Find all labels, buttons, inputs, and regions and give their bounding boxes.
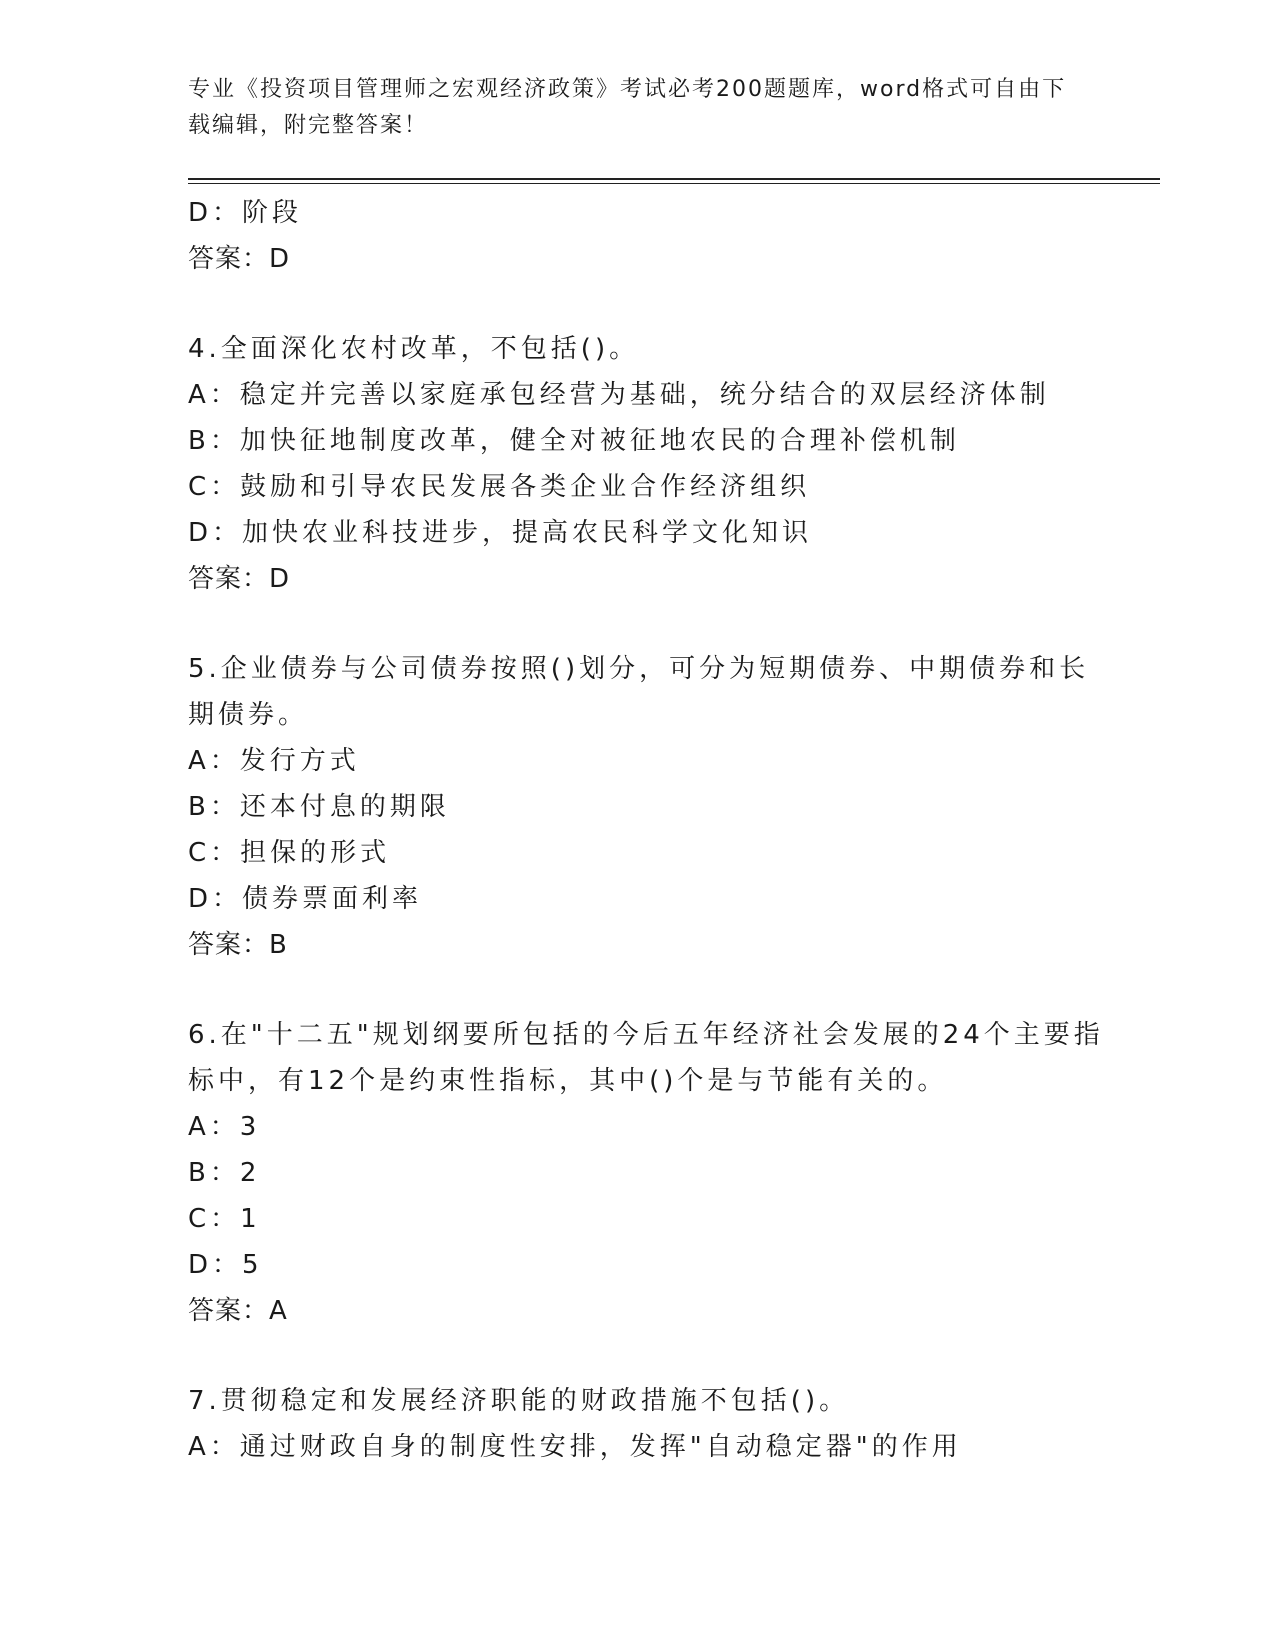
option-d: D：加快农业科技进步，提高农民科学文化知识 (188, 518, 813, 548)
question-7 (188, 1378, 1088, 1470)
option-c: C：1 (188, 1204, 261, 1234)
option-a: A：通过财政自身的制度性安排，发挥"自动稳定器"的作用 (188, 1432, 962, 1462)
option-d: D：债券票面利率 (188, 884, 423, 914)
question-content (188, 190, 1104, 1470)
question-6 (188, 1012, 1104, 1334)
question-stem-line-1: 5.企业债券与公司债券按照()划分，可分为短期债券、中期债券和长 (188, 654, 1090, 684)
question-stem-line-1: 6.在"十二五"规划纲要所包括的今后五年经济社会发展的24个主要指 (188, 1020, 1104, 1050)
question-stem-line-2: 标中，有12个是约束性指标，其中()个是与节能有关的。 (188, 1066, 948, 1096)
question-5 (188, 646, 1088, 968)
option-d: D：5 (188, 1250, 263, 1280)
option-c: C：鼓励和引导农民发展各类企业合作经济组织 (188, 472, 811, 502)
header-divider-thin (188, 183, 1160, 184)
question-4 (188, 326, 1088, 602)
question-stem-line-2: 期债券。 (188, 700, 309, 730)
option-a: A：3 (188, 1112, 261, 1142)
answer-label: 答案：B (188, 930, 288, 960)
question-stem: 4.全面深化农村改革，不包括()。 (188, 334, 640, 364)
option-b: B：加快征地制度改革，健全对被征地农民的合理补偿机制 (188, 426, 960, 456)
option-a: A：发行方式 (188, 746, 360, 776)
option-c: C：担保的形式 (188, 838, 391, 868)
answer-label: 答案：D (188, 564, 291, 594)
option-b: B：还本付息的期限 (188, 792, 450, 822)
option-d: D：阶段 (188, 198, 303, 228)
answer-label: 答案：A (188, 1296, 288, 1326)
option-a: A：稳定并完善以家庭承包经营为基础，统分结合的双层经济体制 (188, 380, 1050, 410)
header-divider (188, 178, 1160, 180)
question-stem: 7.贯彻稳定和发展经济职能的财政措施不包括()。 (188, 1386, 850, 1416)
option-b: B：2 (188, 1158, 261, 1188)
answer-label: 答案：D (188, 244, 291, 274)
page-header-title: 专业《投资项目管理师之宏观经济政策》考试必考200题题库，word格式可自由下载编辑，附完整答案！ (188, 77, 1067, 138)
